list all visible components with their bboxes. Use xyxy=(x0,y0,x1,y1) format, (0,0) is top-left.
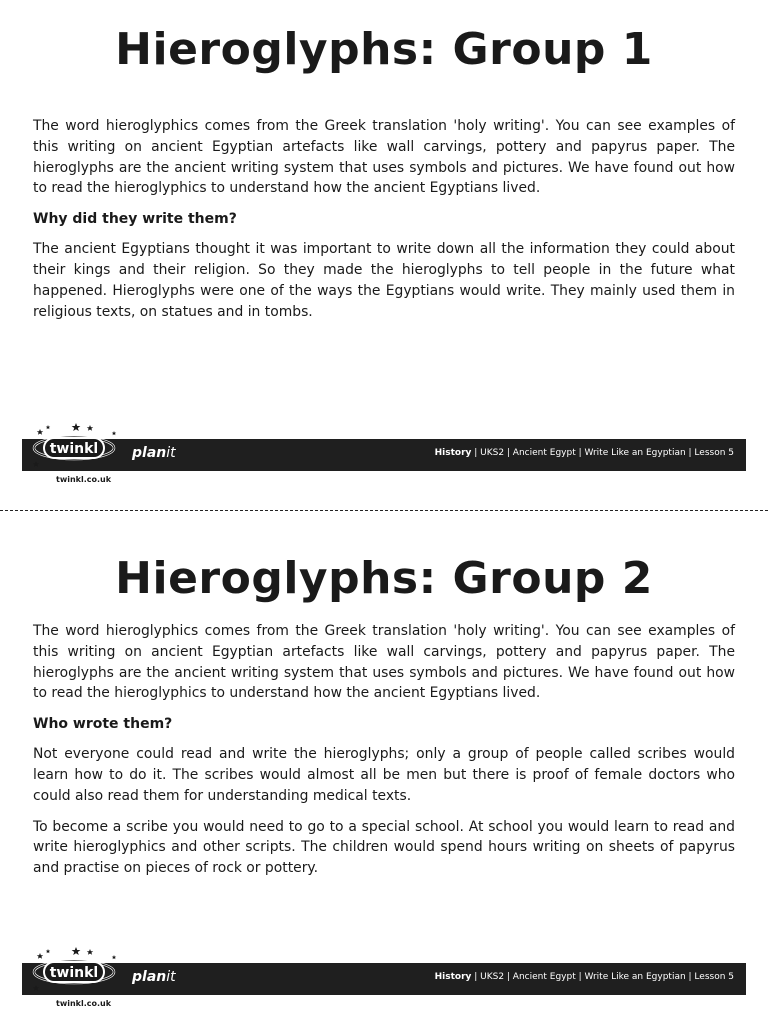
star-icon xyxy=(72,947,81,955)
star-icon xyxy=(46,425,50,429)
page-title: Hieroglyphs: Group 2 xyxy=(115,553,653,604)
star-icon xyxy=(112,431,116,435)
section-heading: Who wrote them? xyxy=(33,716,173,733)
planit-brand: planit xyxy=(132,969,176,985)
star-icon xyxy=(87,949,93,955)
footer-banner xyxy=(22,963,746,1008)
svg-text:twinkl: twinkl xyxy=(49,441,99,457)
section-heading: Why did they write them? xyxy=(33,211,237,228)
star-icon xyxy=(37,953,43,959)
svg-text:twinkl: twinkl xyxy=(49,965,99,981)
body-paragraph: Not everyone could read and write the hieroglyphs; only a group of people called scribes would learn how to do it. The scribes would almost all be men but there is proof of female doctors who could also read them for understanding medical texts. xyxy=(33,746,735,804)
card-body xyxy=(33,621,735,889)
star-icon xyxy=(87,425,93,431)
twinkl-logo-icon xyxy=(26,945,122,995)
page-title: Hieroglyphs: Group 1 xyxy=(115,24,653,75)
star-icon xyxy=(37,429,43,435)
card-group-2 xyxy=(0,515,768,1024)
footer-banner xyxy=(22,439,746,484)
card-body xyxy=(33,116,735,332)
star-icon xyxy=(72,423,81,431)
star-icon xyxy=(46,949,50,953)
cut-line-divider xyxy=(0,510,768,511)
logo-url: twinkl.co.uk xyxy=(56,999,112,1008)
body-paragraph: To become a scribe you would need to go to a special school. At school you would learn to read and write hieroglyphics and other scripts. The children would spend hours writing on sheets of papyrus and practise on pieces of rock or pottery. xyxy=(33,818,735,877)
intro-paragraph: The word hieroglyphics comes from the Greek translation 'holy writing'. You can see examples of this writing on ancient Egyptian artefacts like wall carvings, pottery and papyrus paper. The hieroglyphs are the ancient writing system that uses symbols and pictures. We have found out how to read the hieroglyphics to understand how the ancient Egyptians lived. xyxy=(33,118,735,197)
body-paragraph: The ancient Egyptians thought it was important to write down all the information they could about their kings and their religion. So they made the hieroglyphs to tell people in the future what happened. Hieroglyphs were one of the ways the Egyptians would write. They mainly used them in religious texts, on statues and in tombs. xyxy=(33,241,735,320)
star-icon xyxy=(33,985,39,991)
logo-url: twinkl.co.uk xyxy=(56,475,112,484)
intro-paragraph: The word hieroglyphics comes from the Greek translation 'holy writing'. You can see examples of this writing on ancient Egyptian artefacts like wall carvings, pottery and papyrus paper. The hieroglyphs are the ancient writing system that uses symbols and pictures. We have found out how to read the hieroglyphics to understand how the ancient Egyptians lived. xyxy=(33,623,735,702)
star-icon xyxy=(112,955,116,959)
star-icon xyxy=(33,461,39,467)
twinkl-logo-icon xyxy=(26,421,122,471)
planit-brand: planit xyxy=(132,445,176,461)
footer-meta: History | UKS2 | Ancient Egypt | Write Like an Egyptian | Lesson 5 xyxy=(434,972,734,982)
card-group-1 xyxy=(0,0,768,508)
footer-meta: History | UKS2 | Ancient Egypt | Write Like an Egyptian | Lesson 5 xyxy=(434,448,734,458)
